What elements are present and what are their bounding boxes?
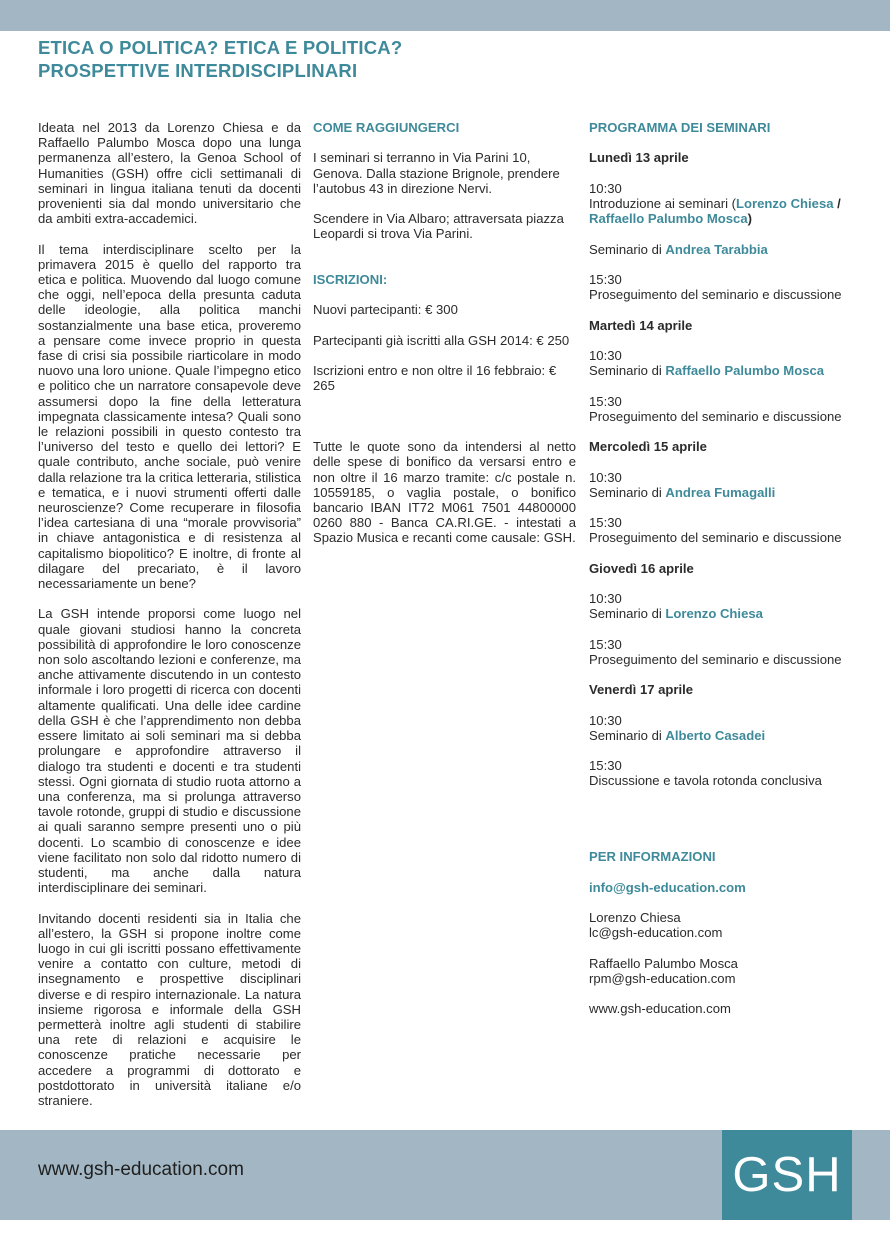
contact-email[interactable]: rpm@gsh-education.com <box>589 971 736 987</box>
speaker-name: Andrea Fumagalli <box>665 484 776 500</box>
speaker-name: Lorenzo Chiesa <box>665 606 763 622</box>
day-title: Giovedì 16 aprile <box>589 560 694 576</box>
speaker-name: Alberto Casadei <box>665 727 766 743</box>
seminar-session: Seminario di Alberto Casadei <box>589 727 766 743</box>
session-time: 10:30 <box>589 591 622 607</box>
speaker-name: Raffaello Palumbo Mosca <box>589 211 748 227</box>
session-time: 15:30 <box>589 515 622 531</box>
speaker-name: Lorenzo Chiesa <box>736 195 834 211</box>
directions-text: I seminari si terranno in Via Parini 10, Genova. Dalla stazione Brignole, prendere l’autobus 43 in direzione Nervi. <box>313 150 560 196</box>
session-time: 10:30 <box>589 347 622 363</box>
session-time: 15:30 <box>589 636 622 652</box>
afternoon-session: Proseguimento del seminario e discussione <box>589 287 842 303</box>
website-link[interactable]: www.gsh-education.com <box>589 1001 731 1017</box>
contact-email[interactable]: lc@gsh-education.com <box>589 925 723 941</box>
contact-heading: PER INFORMAZIONI <box>589 849 716 865</box>
seminar-session: Seminario di Lorenzo Chiesa <box>589 606 763 622</box>
intro-paragraph: La GSH intende proporsi come luogo nel quale giovani studiosi hanno la concreta possibilità di approfondire le loro conoscenze non solo ascoltando lezioni e conferenze, ma anche attivamente discutendo in un contesto informale i loro progetti di ricerca con docenti altamente qualificati. Una delle idee cardine della GSH è che l’apprendimento non debba essere limitato ai soli seminari ma si debba prolungare e approfondire attraverso il dialogo tra studenti e docenti e tra studenti stessi. Ogni giornata di studio ruota attorno a una conferenza, ma si prolunga attraverso tavole rotonde, gruppi di studio e discussione ai quali saranno sempre presenti uno o più docenti. Lo scambio di conoscenze e idee viene facilitato non solo dal ridotto numero di studenti, ma anche dalla natura interdisciplinare dei seminari. <box>38 606 301 896</box>
session-time: 10:30 <box>589 180 622 196</box>
registration-heading: ISCRIZIONI: <box>313 271 388 287</box>
day-title: Martedì 14 aprile <box>589 317 693 333</box>
session-time: 10:30 <box>589 712 622 728</box>
top-band <box>0 0 890 31</box>
fee-new: Nuovi partecipanti: € 300 <box>313 302 458 318</box>
contact-email-main[interactable]: info@gsh-education.com <box>589 879 746 895</box>
intro-paragraph: Invitando docenti residenti sia in Italia che all’estero, la GSH si propone inoltre come luogo in cui gli iscritti possano effettivamente venire a contatto con culture, metodi di insegnamento e prospettive disciplinari diverse e di respiro internazionale. La natura insieme rigorosa e informale della GSH permetterà inoltre agli studenti di stabilire una rete di relazioni e acquisire le conoscenze pratiche necessarie per accedere a programmi di dottorato e postdottorato in università italiane e/o straniere. <box>38 910 301 1108</box>
speaker-name: Raffaello Palumbo Mosca <box>665 363 825 379</box>
afternoon-session: Proseguimento del seminario e discussione <box>589 408 842 424</box>
directions-text: Scendere in Via Albaro; attraversata piazza Leopardi si trova Via Parini. <box>313 211 564 242</box>
afternoon-session: Discussione e tavola rotonda conclusiva <box>589 773 822 789</box>
intro-paragraph: Il tema interdisciplinare scelto per la primavera 2015 è quello del rapporto tra etica e politica. Muovendo dal luogo comune che oggi, nell’epoca della presunta caduta delle ideologie, alla politica manchi sostanzialmente una base etica, proveremo a pensare come invece proprio in questa fase di crisi sia possibile riarticolare in modo nuovo una loro unione. Quale l’impegno etico e politico che un narratore consapevole deve assumersi dopo la fine della letteratura impegnata classicamente intesa? Quali sono le relazioni possibili in questo contesto tra l’universo del testo e quello dei lettori? E quale contributo, anche sociale, può venire dalla relazione tra la critica letteraria, stilistica e tematica, e i nuovi strumenti offerti dalle neuroscienze? Come recuperare in filosofia l’idea cartesiana di una “morale provvisoria” in chiave antagonistica e di resistenza al capitalismo biopolitico? E inoltre, di fronte al dilagare del precariato, è il lavoro necessariamente un bene? <box>38 241 301 592</box>
fee-returning: Partecipanti già iscritti alla GSH 2014: € 250 <box>313 332 570 348</box>
seminar-session: Seminario di Raffaello Palumbo Mosca <box>589 363 825 379</box>
logo-text: GSH <box>732 1148 842 1202</box>
seminar-session: Seminario di Andrea Tarabbia <box>589 241 768 257</box>
session-time: 15:30 <box>589 271 622 287</box>
page-title <box>38 36 758 82</box>
day-title: Mercoledì 15 aprile <box>589 439 707 455</box>
contact-name: Lorenzo Chiesa <box>589 910 681 926</box>
program-column <box>589 120 844 1017</box>
session-time: 15:30 <box>589 758 622 774</box>
speaker-name: Andrea Tarabbia <box>665 241 768 257</box>
intro-session: Introduzione ai seminari (Lorenzo Chiesa / Raffaello Palumbo Mosca) <box>589 195 841 227</box>
program-heading: PROGRAMMA DEI SEMINARI <box>589 120 771 135</box>
payment-note: Tutte le quote sono da intendersi al netto delle spese di bonifico da versarsi entro e non oltre il 16 marzo tramite: c/c postale n. 10559185, o vaglia postale, o bonifico bancario IBAN IT72 M061 7501 44800000 0260 880 - Banca CA.RI.GE. - intestati a Spazio Musica e recanti come causale: GSH. <box>313 439 576 546</box>
title-line-2: PROSPETTIVE INTERDISCIPLINARI <box>38 60 358 81</box>
day-title: Lunedì 13 aprile <box>589 150 689 166</box>
info-column <box>313 120 576 546</box>
seminar-session: Seminario di Andrea Fumagalli <box>589 484 776 500</box>
footer-url[interactable]: www.gsh-education.com <box>38 1159 244 1180</box>
fee-early: Iscrizioni entro e non oltre il 16 febbraio: € 265 <box>313 363 557 394</box>
gsh-logo <box>722 1130 852 1220</box>
day-title: Venerdì 17 aprile <box>589 682 694 698</box>
afternoon-session: Proseguimento del seminario e discussione <box>589 530 842 546</box>
afternoon-session: Proseguimento del seminario e discussione <box>589 651 842 667</box>
directions-heading: COME RAGGIUNGERCI <box>313 120 460 135</box>
session-time: 10:30 <box>589 469 622 485</box>
session-time: 15:30 <box>589 393 622 409</box>
title-line-1: ETICA O POLITICA? ETICA E POLITICA? <box>38 37 403 58</box>
intro-paragraph: Ideata nel 2013 da Lorenzo Chiesa e da Raffaello Palumbo Mosca dopo una lunga permanenza all’estero, la Genoa School of Humanities (GSH) offre cicli settimanali di seminari in lingua italiana tenuti da docenti provenienti sia dal mondo universitario che da ambiti extra-accademici. <box>38 120 301 227</box>
intro-column <box>38 120 301 1108</box>
contact-name: Raffaello Palumbo Mosca <box>589 955 738 971</box>
